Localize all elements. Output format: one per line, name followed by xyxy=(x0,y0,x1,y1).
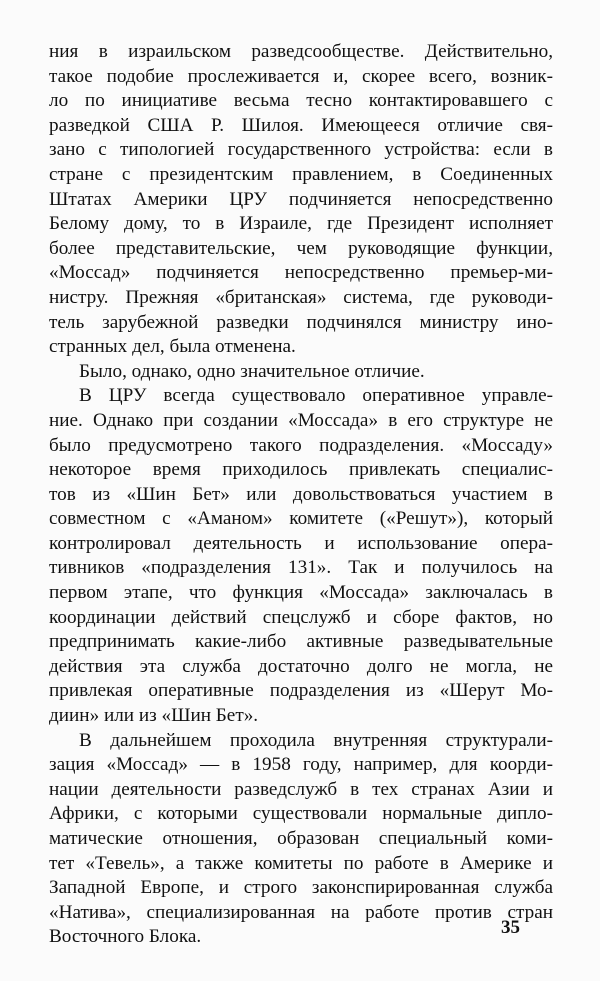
text-line: тов из «Шин Бет» или довольствоваться участием в xyxy=(49,483,553,505)
text-line: Восточного Блока. xyxy=(49,926,202,948)
text-line: разведкой США Р. Шилоя. Имеющееся отличие свя- xyxy=(49,114,553,136)
text-line: странных дел, была отменена. xyxy=(49,336,296,358)
text-line: Белому дому, то в Израиле, где Президент исполняет xyxy=(49,213,553,235)
text-line: зано с типологией государственного устройства: если в xyxy=(49,139,553,161)
text-line: более представительские, чем руководящие функции, xyxy=(49,237,553,259)
text-line: Африки, с которыми существовали нормальные дипло- xyxy=(49,803,553,825)
text-line: тивников «подразделения 131». Так и получилось на xyxy=(49,557,553,579)
text-line: было предусмотрено такого подразделения. «Моссаду» xyxy=(49,434,553,456)
text-line: Западной Европе, и строго законспирированная служба xyxy=(49,877,553,899)
text-line: тель зарубежной разведки подчинялся министру ино- xyxy=(49,311,553,333)
text-line: ние. Однако при создании «Моссада» в его структуре не xyxy=(49,409,553,431)
text-line: некоторое время приходилось привлекать специалис- xyxy=(49,459,553,481)
text-line: «Моссад» подчиняется непосредственно премьер-ми- xyxy=(49,262,553,284)
text-line: В дальнейшем проходила внутренняя структурали- xyxy=(79,729,553,751)
text-line: предпринимать какие-либо активные разведывательные xyxy=(49,631,553,653)
text-line: такое подобие прослеживается и, скорее всего, возник- xyxy=(49,65,553,87)
text-line: нистру. Прежняя «британская» система, где руководи- xyxy=(49,286,553,308)
text-line: совместном с «Аманом» комитете («Решут»), который xyxy=(49,508,553,530)
text-line: ло по инициативе весьма тесно контактировавшего с xyxy=(49,90,553,112)
text-line: ния в израильском разведсообществе. Действительно, xyxy=(49,41,553,62)
text-line: первом этапе, что функция «Моссада» заключалась в xyxy=(49,582,553,604)
text-line: действия эта служба достаточно долго не могла, не xyxy=(49,655,553,677)
text-line: «Натива», специализированная на работе против стран xyxy=(49,901,553,923)
text-line: диин» или из «Шин Бет». xyxy=(49,705,259,727)
page-number: 35 xyxy=(501,917,520,938)
text-line: тет «Тевель», а также комитеты по работе в Америке и xyxy=(49,852,553,874)
text-line: Штатах Америки ЦРУ подчиняется непосредственно xyxy=(49,188,553,210)
text-line: привлекая оперативные подразделения из «Шерут Мо- xyxy=(49,680,553,702)
text-line: стране с президентским правлением, в Соединенных xyxy=(49,163,553,185)
page-text xyxy=(49,40,553,950)
text-line: координации действий спецслужб и сборе фактов, но xyxy=(49,606,553,628)
text-line: нации деятельности разведслужб в тех странах Азии и xyxy=(49,778,553,800)
text-line: контролировал деятельность и использование опера- xyxy=(49,532,553,554)
text-line: Было, однако, одно значительное отличие. xyxy=(79,360,425,382)
text-line: матические отношения, образован специальный коми- xyxy=(49,828,553,849)
text-line: зация «Моссад» — в 1958 году, например, для коорди- xyxy=(49,754,553,776)
text-line: В ЦРУ всегда существовало оперативное управле- xyxy=(79,385,553,407)
